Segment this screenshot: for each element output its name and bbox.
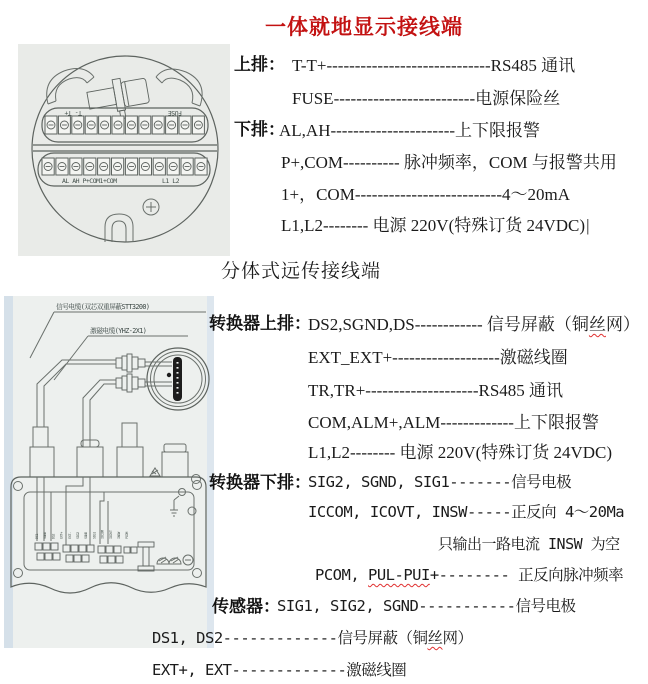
text-cursor: | <box>586 216 590 235</box>
excite-cable-label: 激磁电缆(YHZ-2X1) <box>90 327 147 335</box>
line-insw-note: 只输出一路电流 INSW 为空 <box>438 535 620 553</box>
svg-text:PCOM: PCOM <box>125 532 130 539</box>
section-subtitle: 分体式远传接线端 <box>221 261 382 282</box>
svg-text:EXT-: EXT- <box>67 532 72 539</box>
line-signal-electrode: SIG2, SGND, SIG1-------信号电极 <box>308 473 572 491</box>
line-sensor-shield-post: 网） <box>442 629 473 647</box>
line-alarm-2: COM,ALM+,ALM-------------上下限报警 <box>308 413 599 432</box>
label-sensor: 传感器： <box>212 597 280 616</box>
label-converter-bottom: 转换器下排： <box>209 473 311 492</box>
line-fuse: FUSE-------------------------电源保险丝 <box>292 89 561 108</box>
line-power-text: L1,L2-------- 电源 220V(特殊订货 24VDC) <box>281 216 586 235</box>
line-alarm: AL,AH----------------------上下限报警 <box>279 121 541 140</box>
line-sensor-shield-pre: DS1, DS2-------------信号屏蔽（铜 <box>152 629 428 647</box>
misspell-underline: 丝 <box>588 315 606 334</box>
line-420ma: 1+，COM--------------------------4～20mA <box>281 185 571 204</box>
line-pulse-freq <box>315 563 623 585</box>
line-sensor-coil: EXT+, EXT-------------激磁线圈 <box>152 661 407 679</box>
misspell-underline: PUL-PUI <box>368 566 430 584</box>
misspell-underline: 丝 <box>427 629 443 647</box>
strip-label-t-minus-t-plus: T- T+ <box>64 109 82 117</box>
signal-cable-label: 信号电缆(双芯双重屏蔽STT3200) <box>56 303 150 311</box>
round-housing-drawing <box>18 44 230 256</box>
strip-label-al-ah-pcom: AL AH P+COM1+COM <box>62 177 117 185</box>
svg-text:SGND: SGND <box>84 532 89 539</box>
line-rs485: T-T+-----------------------------RS485 通讯 <box>292 56 576 75</box>
line-pulse: P+,COM---------- 脉冲频率，COM 与报警共用 <box>281 153 617 172</box>
line-shield-top-pre: DS2,SGND,DS------------ 信号屏蔽（铜 <box>308 315 589 334</box>
svg-text:SIG2: SIG2 <box>76 532 80 539</box>
strip-label-fuse: FUSE <box>168 109 182 117</box>
label-bottom-row: 下排： <box>234 120 285 139</box>
svg-text:EXT+: EXT+ <box>59 532 64 539</box>
page-title: 一体就地显示接线端 <box>265 16 463 39</box>
line-sensor-electrode: SIG1, SIG2, SGND-----------信号电极 <box>277 597 576 615</box>
scan-background <box>18 44 230 256</box>
line-shield-top-post: 网） <box>605 315 640 334</box>
strip-label-l1-l2: L1 L2 <box>162 177 180 185</box>
gauge-dot <box>167 373 171 377</box>
line-420ma-2: ICCOM, ICOVT, INSW-----正反向 4～20Ma <box>308 503 625 521</box>
integrated-terminal-diagram <box>18 44 230 261</box>
line-shield-top <box>308 310 640 335</box>
label-top-row: 上排： <box>234 55 285 74</box>
line-excite-coil: EXT_EXT+-------------------激磁线圈 <box>308 348 568 367</box>
label-converter-top: 转换器上排： <box>209 314 311 333</box>
svg-text:INSW: INSW <box>117 532 121 539</box>
line-power <box>281 211 589 236</box>
line-power-2: L1,L2-------- 电源 220V(特殊订货 24VDC) <box>308 443 613 462</box>
svg-text:SIG1: SIG1 <box>92 532 97 539</box>
line-rs485-2: TR,TR+--------------------RS485 通讯 <box>308 381 564 400</box>
svg-text:SGND: SGND <box>43 532 48 539</box>
svg-text:DS2: DS2 <box>51 533 56 539</box>
line-sensor-shield <box>152 626 473 648</box>
scale-bar <box>173 357 182 401</box>
svg-text:ICOVT: ICOVT <box>108 530 113 539</box>
line-pulse-post: +-------- 正反向脉冲频率 <box>429 566 624 584</box>
converter-drawing <box>4 296 214 648</box>
line-pulse-pre: PCOM, <box>315 566 368 584</box>
svg-text:ICCOM: ICCOM <box>100 530 105 539</box>
split-type-diagram <box>4 296 214 653</box>
svg-text:DS1: DS1 <box>35 533 39 539</box>
scan-margin-left <box>4 296 13 648</box>
